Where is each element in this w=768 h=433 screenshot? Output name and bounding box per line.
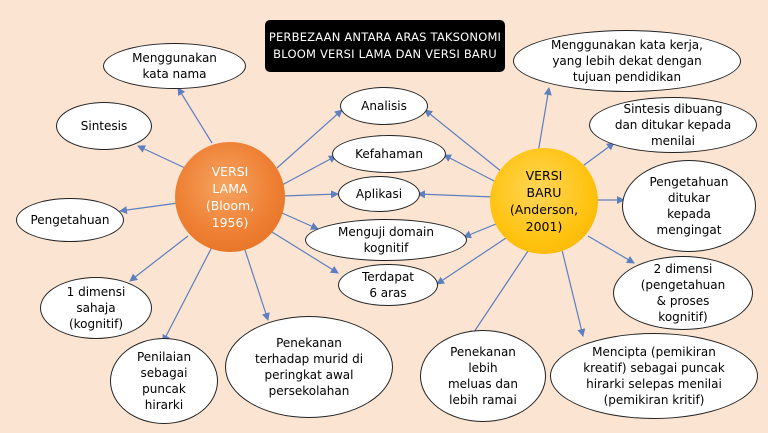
node-menggunakan-kata-nama: Menggunakan kata nama <box>103 43 246 89</box>
node-penekanan-luas: Penekanan lebih meluas dan lebih ramai <box>420 330 546 422</box>
node-pengetahuan: Pengetahuan <box>16 198 124 242</box>
node-penilaian-puncak: Penilaian sebagai puncak hirarki <box>110 338 218 424</box>
node-terdapat-aras: Terdapat 6 aras <box>338 264 438 306</box>
node-menggunakan-kata-kerja: Menggunakan kata kerja, yang lebih dekat dengan tujuan pendidikan <box>513 30 741 92</box>
arrow-old-to-kata-nama <box>178 88 212 143</box>
node-satu-dimensi: 1 dimensi sahaja (kognitif) <box>40 277 152 339</box>
arrow-new-to-aplikasi <box>418 194 494 197</box>
node-mencipta-puncak: Mencipta (pemikiran kreatif) sebagai puncak hirarki selepas menilai (pemikiran kritif) <box>550 333 758 419</box>
arrow-new-to-domain <box>464 224 496 237</box>
arrow-new-to-mencipta <box>562 250 583 336</box>
arrow-new-to-sintesis-dibuang <box>580 143 614 168</box>
arrow-old-to-analisis <box>277 110 342 168</box>
arrow-old-to-sintesis <box>138 146 185 168</box>
node-menguji-domain: Menguji domain kognitif <box>305 219 467 261</box>
node-penekanan-awal: Penekanan terhadap murid di peringkat awal persekolahan <box>225 316 393 418</box>
arrow-old-to-penekanan <box>244 247 268 320</box>
diagram-title <box>265 20 505 72</box>
node-sintesis: Sintesis <box>56 102 152 150</box>
node-aplikasi: Aplikasi <box>338 176 420 212</box>
arrow-old-to-penilaian <box>163 247 212 342</box>
arrow-new-to-dua-dimensi <box>588 236 634 263</box>
node-dua-dimensi: 2 dimensi (pengetahuan & proses kognitif) <box>613 256 753 330</box>
hub-versi-baru: VERSI BARU (Anderson, 2001) <box>490 148 598 254</box>
arrow-old-to-pengetahuan <box>120 203 178 211</box>
hub-versi-lama: VERSI LAMA (Bloom, 1956) <box>175 142 285 252</box>
node-pengetahuan-ditukar: Pengetahuan ditukar kepada mengingat <box>622 160 756 252</box>
arrow-new-to-kata-kerja <box>538 88 549 153</box>
arrow-old-to-domain <box>282 213 318 229</box>
arrow-new-to-penekanan-luas <box>470 251 528 338</box>
arrow-old-to-kefahaman <box>282 156 336 185</box>
arrow-new-to-kefahaman <box>444 155 496 182</box>
node-sintesis-dibuang: Sintesis dibuang dan ditukar kepada menilai <box>589 97 757 153</box>
title-line-1: PERBEZAAN ANTARA ARAS TAKSONOMI <box>268 30 502 44</box>
title-line-2: BLOOM VERSI LAMA DAN VERSI BARU <box>273 47 497 61</box>
arrow-old-to-satu-dimensi <box>130 236 188 281</box>
node-kefahaman: Kefahaman <box>332 135 446 173</box>
arrow-old-to-aplikasi <box>283 194 338 196</box>
node-analisis: Analisis <box>340 87 428 125</box>
